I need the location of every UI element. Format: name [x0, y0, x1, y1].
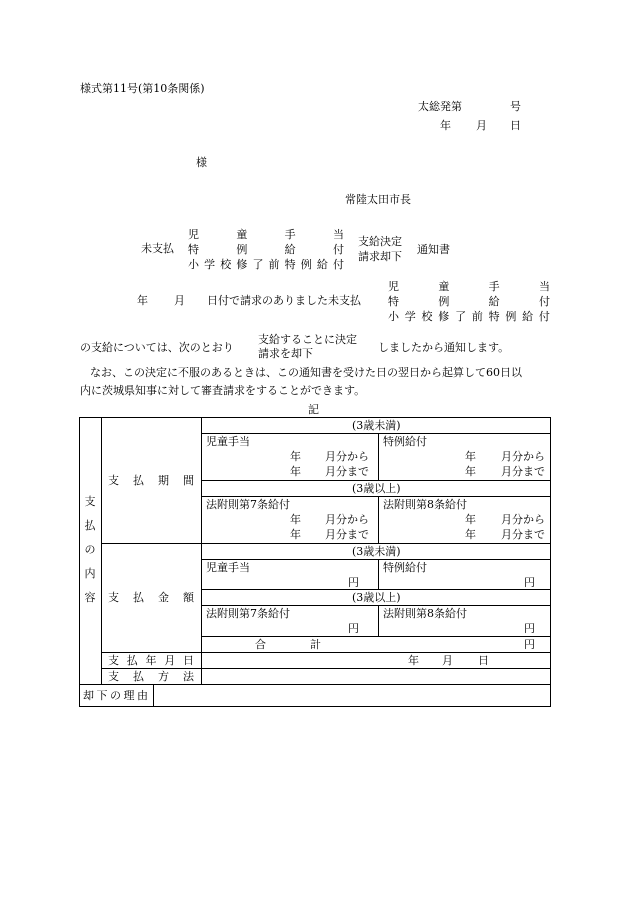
p3-month-from: 月分から — [325, 513, 369, 526]
p2-month-from: 月分から — [501, 450, 545, 463]
amount-yen-1: 円 — [348, 576, 359, 589]
line2-allowance-3: 小 学 校 修 了 前 特 例 給 付 — [388, 310, 550, 323]
line2-allowance-2: 特 例 給 付 — [388, 295, 550, 308]
payday-label: 支 払 年 月 日 — [108, 654, 194, 667]
amount-fusoku8: 法附則第8条給付 — [383, 607, 467, 620]
line3-option-2: 請求を却下 — [258, 347, 313, 360]
p3-year-to: 年 — [290, 528, 301, 541]
amount-yen-3: 円 — [348, 622, 359, 635]
title-decision-1: 支給決定 — [358, 235, 402, 248]
amount-yen-2: 円 — [524, 576, 535, 589]
line3-prefix: の支給については、次のとおり — [80, 341, 234, 354]
date-month: 月 — [476, 119, 487, 132]
p4-year-to: 年 — [465, 528, 476, 541]
title-mishiharai: 未支払 — [141, 242, 174, 255]
amount-fusoku7: 法附則第7条給付 — [206, 607, 290, 620]
p1-year-to: 年 — [290, 465, 301, 478]
p3-year-from: 年 — [290, 513, 301, 526]
amount-under3: (3歳未満) — [352, 545, 401, 558]
p2-month-to: 月分まで — [501, 465, 545, 478]
outer-label: 支払の内容 — [84, 495, 96, 604]
line3-suffix: しましたから通知します。 — [378, 341, 510, 354]
amount-jido-teate: 児童手当 — [206, 561, 250, 574]
period-over3: (3歳以上) — [352, 482, 401, 495]
p2-year-from: 年 — [465, 450, 476, 463]
line2-text: 日付で請求のありました未支払 — [207, 294, 361, 307]
method-label: 支 払 方 法 — [108, 670, 194, 683]
notice-line-2: 内に茨城県知事に対して審査請求をすることができます。 — [80, 384, 366, 397]
title-tsuchisho: 通知書 — [417, 243, 450, 256]
reject-label: 却 下 の 理 由 — [83, 689, 148, 702]
line3-option-1: 支給することに決定 — [258, 333, 357, 346]
ki: 記 — [308, 403, 319, 416]
amount-yen-4: 円 — [524, 622, 535, 635]
total-label: 合 計 — [255, 638, 321, 651]
title-decision-2: 請求却下 — [358, 250, 402, 263]
payday-year: 年 — [408, 654, 419, 667]
p1-month-from: 月分から — [325, 450, 369, 463]
date-year: 年 — [440, 119, 451, 132]
p4-year-from: 年 — [465, 513, 476, 526]
title-allowance-2: 特 例 給 付 — [188, 243, 344, 256]
line2-year: 年 — [137, 294, 148, 307]
notice-line-1: なお、この決定に不服のあるときは、この通知書を受けた日の翌日から起算して60日以 — [90, 366, 522, 379]
p4-month-from: 月分から — [501, 513, 545, 526]
line2-month: 月 — [174, 294, 185, 307]
period-jido-teate: 児童手当 — [206, 435, 250, 448]
addressee-suffix: 様 — [196, 156, 207, 169]
title-allowance-1: 児 童 手 当 — [188, 228, 344, 241]
period-label: 支 払 期 間 — [108, 474, 194, 487]
total-yen: 円 — [524, 638, 535, 651]
amount-over3: (3歳以上) — [352, 591, 401, 604]
payday-day: 日 — [478, 654, 489, 667]
period-fusoku7: 法附則第7条給付 — [206, 498, 290, 511]
date-day: 日 — [510, 119, 521, 132]
doc-number-prefix: 太総発第 — [418, 100, 462, 113]
p1-month-to: 月分まで — [325, 465, 369, 478]
line2-allowance-1: 児 童 手 当 — [388, 280, 550, 293]
period-under3: (3歳未満) — [352, 419, 401, 432]
amount-label: 支 払 金 額 — [108, 591, 194, 604]
p1-year-from: 年 — [290, 450, 301, 463]
doc-number-suffix: 号 — [510, 100, 521, 113]
p3-month-to: 月分まで — [325, 528, 369, 541]
p2-year-to: 年 — [465, 465, 476, 478]
title-allowance-3: 小 学 校 修 了 前 特 例 給 付 — [188, 258, 344, 271]
form-number: 様式第11号(第10条関係) — [80, 82, 205, 95]
amount-tokurei: 特例給付 — [383, 561, 427, 574]
period-fusoku8: 法附則第8条給付 — [383, 498, 467, 511]
period-tokurei: 特例給付 — [383, 435, 427, 448]
issuer: 常陸太田市長 — [345, 193, 411, 206]
payday-month: 月 — [442, 654, 453, 667]
p4-month-to: 月分まで — [501, 528, 545, 541]
